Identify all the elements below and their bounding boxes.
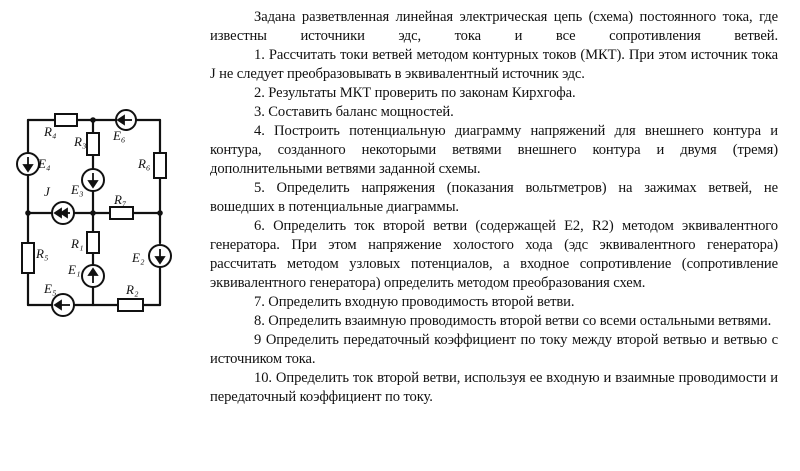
resistor-r2 xyxy=(118,299,143,311)
task-item-5: 5. Определить напряжения (показания вольтметров) на зажимах ветвей, не вошедших в потенциальные диаграммы. xyxy=(210,180,778,215)
task-item-8: 8. Определить взаимную проводимость второй ветви со всеми остальными ветвями. xyxy=(254,313,772,329)
task-item-2: 2. Результаты МКТ проверить по законам Кирхгофа. xyxy=(254,85,576,101)
label-r1: R₁ xyxy=(71,236,84,251)
resistor-r6 xyxy=(154,153,166,178)
resistor-r4 xyxy=(55,114,77,126)
task-item-6: 6. Определить ток второй ветви (содержащей E2, R2) методом эквивалентного генератора. При этом напряжение холостого хода (эдс эквивалентного генератора) рассчитать методом узловых потенциалов, а входное сопротивление (сопротивление эквивалентного генератора) определить методом преобразования схем. xyxy=(210,218,778,291)
label-r4: R₄ xyxy=(44,124,57,139)
task-text xyxy=(210,8,778,407)
label-e5: E₅ xyxy=(44,281,57,296)
task-intro: Задана разветвленная линейная электрическая цепь (схема) постоянного тока, где известны источники эдс, тока и все сопротивления ветвей. xyxy=(210,9,778,44)
resistor-r5 xyxy=(22,243,34,273)
resistor-r3 xyxy=(87,133,99,155)
label-e4: E₄ xyxy=(38,156,51,171)
label-r2: R₂ xyxy=(126,282,139,297)
label-r6: R₆ xyxy=(138,156,151,171)
circuit-diagram xyxy=(0,0,215,471)
task-item-7: 7. Определить входную проводимость второй ветви. xyxy=(254,294,575,310)
label-e6: E₆ xyxy=(113,128,126,143)
label-e2: E₂ xyxy=(132,250,145,265)
label-j: J xyxy=(44,184,50,199)
task-item-10: 10. Определить ток второй ветви, используя ее входную и взаимные проводимости и передаточный коэффициент по току. xyxy=(210,370,778,405)
resistor-r1 xyxy=(87,232,99,253)
resistor-r7 xyxy=(110,207,133,219)
label-r7: R₇ xyxy=(114,192,127,207)
label-e3: E₃ xyxy=(71,182,84,197)
task-item-3: 3. Составить баланс мощностей. xyxy=(254,104,454,120)
task-item-1: 1. Рассчитать токи ветвей методом контурных токов (МКТ). При этом источник тока J не следует преобразовывать в эквивалентный источник эдс. xyxy=(210,47,778,82)
task-item-4: 4. Построить потенциальную диаграмму напряжений для внешнего контура и контура, созданного некоторыми ветвями внешнего контура и двумя (тремя) дополнительными ветвями заданной схемы. xyxy=(210,123,778,177)
task-item-9: 9 Определить передаточный коэффициент по току между второй ветвью и ветвью с источником тока. xyxy=(210,332,778,367)
label-r3: R₃ xyxy=(74,134,87,149)
label-e1: E₁ xyxy=(68,262,81,277)
label-r5: R₅ xyxy=(36,246,49,261)
circuit-schematic xyxy=(0,0,215,471)
